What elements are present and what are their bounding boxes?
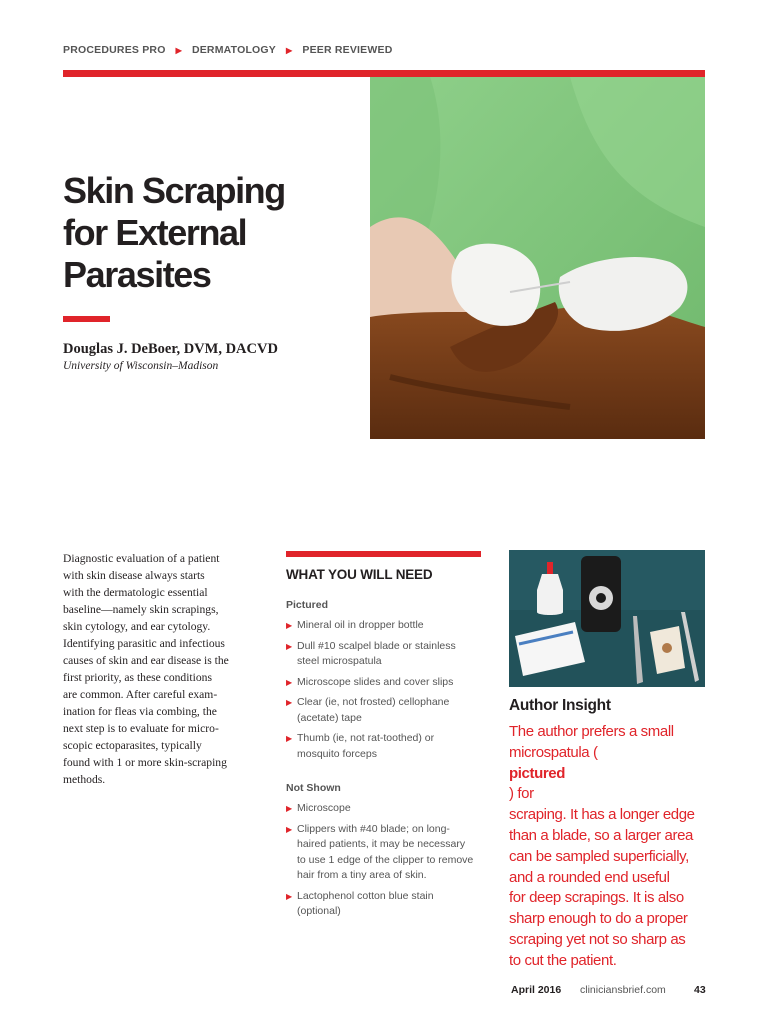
bullet-arrow-icon: ▶ [286, 891, 293, 901]
list-item [286, 822, 486, 884]
title-accent-bar [63, 316, 110, 322]
author-insight-title: Author Insight [509, 697, 611, 714]
bullet-arrow-icon: ▶ [286, 641, 293, 651]
pictured-heading: Pictured [286, 599, 329, 611]
bullet-arrow-icon: ▶ [286, 698, 293, 707]
intro-line: with skin disease always starts [63, 569, 205, 582]
list-item-text: Lactophenol cotton blue stain [297, 889, 434, 902]
list-item [286, 731, 486, 762]
list-item [286, 801, 486, 817]
insight-line: than a blade, so a larger area [509, 826, 693, 844]
page-number: 43 [694, 984, 706, 996]
author-name: Douglas J. DeBoer, DVM, DACVD [63, 341, 278, 357]
skin-scraping-photo-illustration [370, 77, 705, 439]
intro-line: Identifying parasitic and infectious [63, 637, 225, 650]
not-shown-list [286, 801, 486, 925]
list-item [286, 695, 486, 726]
intro-line: with the dermatologic essential [63, 586, 208, 599]
insight-text: ) for [509, 785, 534, 803]
bullet-arrow-icon: ▶ [286, 824, 293, 834]
author-affiliation: University of Wisconsin–Madison [63, 360, 219, 372]
insight-line: The author prefers a small [509, 723, 674, 740]
list-item [286, 618, 486, 634]
insight-line: can be sampled superficially, [509, 847, 689, 865]
breadcrumb-item-peer-reviewed[interactable]: PEER REVIEWED [302, 44, 393, 56]
breadcrumb-item-procedures-pro[interactable]: PROCEDURES PRO [63, 44, 166, 56]
list-item-text: Microscope slides and cover slips [297, 675, 454, 688]
top-divider [63, 70, 705, 77]
list-item [286, 639, 486, 670]
author-insight-body [509, 722, 709, 972]
need-accent-bar [286, 551, 481, 557]
insight-line: for deep scrapings. It is also [509, 889, 684, 907]
intro-line: are common. After careful exam- [63, 688, 218, 701]
intro-line: Diagnostic evaluation of a patient [63, 552, 220, 565]
insight-line: and a rounded end useful [509, 868, 670, 886]
list-item-text: Dull #10 scalpel blade or stainless [297, 639, 456, 652]
breadcrumb-separator-icon: ▶ [286, 45, 293, 55]
list-item-text: haired patients, it may be necessary [297, 838, 466, 850]
list-item [286, 889, 486, 920]
list-item-text: to use 1 edge of the clipper to remove [297, 853, 474, 866]
bullet-arrow-icon: ▶ [286, 621, 293, 630]
not-shown-heading: Not Shown [286, 782, 341, 794]
list-item-text: (optional) [297, 905, 341, 917]
bullet-arrow-icon: ▶ [286, 734, 293, 743]
intro-line: methods. [63, 773, 106, 786]
pictured-list [286, 618, 486, 767]
need-section-title: WHAT YOU WILL NEED [286, 567, 433, 582]
bullet-arrow-icon: ▶ [286, 677, 293, 687]
intro-line: baseline—namely skin scrapings, [63, 603, 219, 616]
supplies-photo [509, 550, 705, 687]
insight-line: to cut the patient. [509, 951, 617, 969]
intro-line: causes of skin and ear disease is the [63, 654, 229, 667]
bullet-arrow-icon: ▶ [286, 804, 293, 813]
supplies-photo-illustration [509, 550, 705, 687]
intro-line: scopic ectoparasites, typically [63, 739, 202, 752]
insight-line: scraping yet not so sharp as [509, 930, 686, 948]
intro-line: next step is to evaluate for micro- [63, 722, 219, 735]
hero-photo [370, 77, 705, 439]
intro-line: first priority, as these conditions [63, 671, 212, 684]
article-title [63, 170, 363, 296]
list-item-text: Clear (ie, not frosted) cellophane [297, 696, 450, 708]
article-title-line: Skin Scraping [63, 170, 285, 211]
intro-paragraph [63, 550, 263, 788]
list-item-text: Thumb (ie, not rat-toothed) or [297, 732, 435, 744]
list-item-text: mosquito forceps [297, 747, 377, 760]
insight-line: sharp enough to do a proper [509, 910, 688, 928]
breadcrumb-item-dermatology[interactable]: DERMATOLOGY [191, 44, 276, 56]
insight-text: microspatula ( [509, 743, 598, 761]
list-item-text: Mineral oil in dropper bottle [297, 619, 424, 631]
insight-emphasis: pictured [509, 764, 565, 782]
article-title-line: Parasites [63, 254, 211, 295]
article-title-line: for External [63, 212, 247, 253]
intro-line: ination for fleas via combing, the [63, 705, 217, 718]
insight-line: scraping. It has a longer edge [509, 806, 695, 824]
intro-line: found with 1 or more skin-scraping [63, 756, 227, 769]
list-item-text: Clippers with #40 blade; on long- [297, 822, 450, 835]
footer-date: April 2016 [511, 984, 562, 996]
list-item-text: Microscope [297, 802, 351, 814]
insight-line [509, 743, 709, 805]
intro-line: skin cytology, and ear cytology. [63, 620, 211, 633]
breadcrumb [63, 44, 392, 56]
list-item [286, 675, 486, 691]
breadcrumb-separator-icon: ▶ [175, 45, 182, 55]
list-item-text: hair from a tiny area of skin. [297, 869, 427, 881]
list-item-text: (acetate) tape [297, 711, 362, 724]
list-item-text: steel microspatula [297, 655, 382, 667]
footer-site-link[interactable]: cliniciansbrief.com [580, 984, 666, 996]
